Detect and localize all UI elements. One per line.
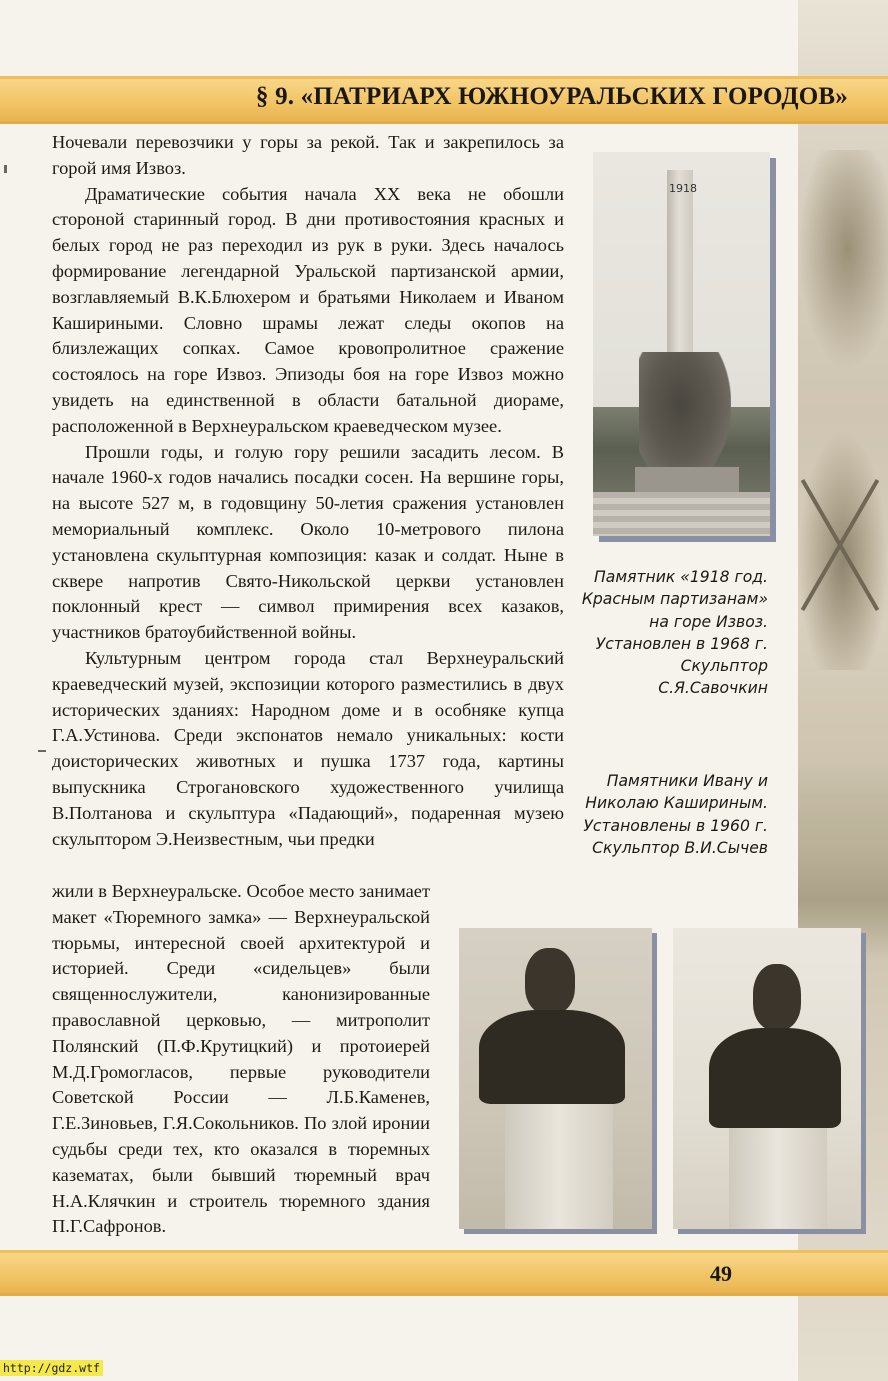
footer-band (0, 1250, 888, 1296)
bust-shoulders (479, 1010, 625, 1104)
pedestal (505, 1104, 613, 1229)
paragraph: Ночевали перевозчики у горы за рекой. Так и закрепилось за горой имя Извоз. (52, 132, 564, 178)
margin-mark (4, 165, 7, 173)
narrow-text-column (52, 879, 430, 1240)
chapter-title: § 9. «ПАТРИАРХ ЮЖНОУРАЛЬСКИХ ГОРОДОВ» (255, 83, 848, 110)
bust-shoulders (709, 1028, 841, 1128)
pedestal (729, 1128, 827, 1229)
bust-photo-nikolai (673, 928, 861, 1229)
page-number: 49 (710, 1261, 732, 1286)
main-text-column (52, 130, 564, 852)
margin-mark (38, 750, 46, 752)
paragraph: Прошли годы, и голую гору решили засадить лесом. В начале 1960-х годов начались посадки сосен. На вершине горы, на высоте 527 м, в годовщину 50-летия сражения установлен мемориальный комплекс. Около 10-метрового пилона установлена скульптурная композиция: казак и солдат. Ныне в сквере напротив Свято-Никольской церкви установлен поклонный крест — символ примирения всех казаков, участников братоубийственной войны. (52, 441, 564, 643)
monument-caption: Памятник «1918 год. Красным партизанам» на горе Извоз. Установлен в 1968 г. Скульптор С.Я.Савочкин (581, 568, 768, 698)
monument-steps (593, 492, 770, 536)
bust-head (525, 948, 575, 1014)
pylon-inscription: 1918 (669, 182, 697, 195)
chapter-header-band (0, 76, 888, 124)
monument-photo (593, 152, 770, 536)
source-watermark[interactable]: http://gdz.wtf (0, 1360, 103, 1376)
tree-photo (798, 150, 888, 370)
bust-head (753, 964, 801, 1030)
windmill-photo (798, 430, 888, 670)
paragraph: Культурным центром города стал Верхнеуральский краеведческий музей, экспозиции которого разместились в двух исторических зданиях: Народном доме и в особняке купца Г.А.Устинова. Среди экспонатов немало уникальных: кости доисторических животных и пушка 1737 года, картины выпускника Строгановского художественного училища В.Полтанова и скульптура «Падающий», подаренная музею скульптором Э.Неизвестным, чьи предки (52, 647, 564, 849)
paragraph: Драматические события начала XX века не обошли стороной старинный город. В дни противостояния красных и белых город не раз переходил из рук в руки. Здесь началось формирование легендарной Уральской партизанской армии, возглавляемый В.К.Блюхером и братьями Николаем и Иваном Кашириными. Словно шрамы лежат следы окопов на близлежащих сопках. Самое кровопролитное сражение состоялось на горе Извоз. Эпизоды боя на горе Извоз можно увидеть на единственной в области батальной диораме, расположенной в Верхнеуральском краеведческом музее. (52, 183, 564, 436)
sculpture-group (639, 352, 731, 484)
busts-caption: Памятники Ивану и Николаю Кашириным. Установлены в 1960 г. Скульптор В.И.Сычев (583, 772, 768, 857)
paragraph: жили в Верхнеуральске. Особое место занимает макет «Тюремного замка» — Верхнеуральской тюрьмы, интересной своей архитектурой и историей. Среди «сидельцев» были священнослужители, канонизированные православной церковью, — митрополит Полянский (П.Ф.Крутицкий) и протоиерей М.Д.Громогласов, первые руководители Советской России — Л.Б.Каменев, Г.Е.Зиновьев, Г.Я.Сокольников. По злой иронии судьбы среди тех, кто оказался в тюремных казематах, были бывший тюремный врач Н.А.Клячкин и строитель тюремного здания П.Г.Сафронов. (52, 881, 430, 1237)
bust-photo-ivan (459, 928, 652, 1229)
